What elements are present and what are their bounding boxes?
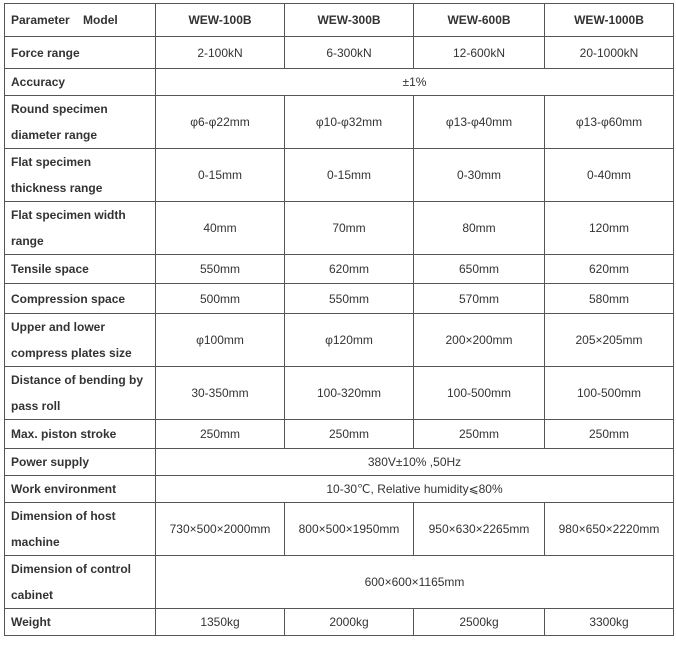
row-label: Round specimen diameter range: [5, 96, 156, 149]
cell-value: 250mm: [156, 420, 285, 449]
table-row: [5, 556, 674, 609]
table-row: [5, 367, 674, 420]
cell-value: 205×205mm: [545, 314, 674, 367]
row-label: Max. piston stroke: [5, 420, 156, 449]
cell-value: 2-100kN: [156, 37, 285, 69]
table-row: [5, 314, 674, 367]
table-row: [5, 449, 674, 476]
row-label: Distance of bending by pass roll: [5, 367, 156, 420]
cell-value: 620mm: [545, 255, 674, 284]
row-label: Force range: [5, 37, 156, 69]
model-header: WEW-300B: [285, 4, 414, 37]
cell-value: 650mm: [414, 255, 545, 284]
header-corner: Parameter Model: [5, 4, 156, 37]
cell-value: 3300kg: [545, 609, 674, 636]
cell-value: φ100mm: [156, 314, 285, 367]
cell-value-span: 380V±10% ,50Hz: [156, 449, 674, 476]
table-row: [5, 69, 674, 96]
table-row: [5, 609, 674, 636]
cell-value: 20-1000kN: [545, 37, 674, 69]
cell-value: φ6-φ22mm: [156, 96, 285, 149]
cell-value: 980×650×2220mm: [545, 503, 674, 556]
cell-value: 100-500mm: [545, 367, 674, 420]
row-label: Weight: [5, 609, 156, 636]
table-row: [5, 149, 674, 202]
cell-value: 730×500×2000mm: [156, 503, 285, 556]
row-label: Accuracy: [5, 69, 156, 96]
cell-value: 0-40mm: [545, 149, 674, 202]
cell-value: 0-15mm: [285, 149, 414, 202]
cell-value: φ120mm: [285, 314, 414, 367]
row-label: Flat specimen width range: [5, 202, 156, 255]
cell-value: 550mm: [156, 255, 285, 284]
model-header: WEW-1000B: [545, 4, 674, 37]
cell-value: φ13-φ60mm: [545, 96, 674, 149]
cell-value: 250mm: [414, 420, 545, 449]
table-row: [5, 37, 674, 69]
row-label: Compression space: [5, 284, 156, 314]
cell-value: 580mm: [545, 284, 674, 314]
row-label: Dimension of host machine: [5, 503, 156, 556]
cell-value: 0-15mm: [156, 149, 285, 202]
cell-value: 40mm: [156, 202, 285, 255]
table-row: [5, 96, 674, 149]
cell-value: 100-320mm: [285, 367, 414, 420]
table-row: [5, 255, 674, 284]
spec-table: [4, 3, 674, 636]
table-row: [5, 202, 674, 255]
cell-value: 250mm: [545, 420, 674, 449]
cell-value: 800×500×1950mm: [285, 503, 414, 556]
cell-value: 100-500mm: [414, 367, 545, 420]
cell-value: 6-300kN: [285, 37, 414, 69]
cell-value: φ10-φ32mm: [285, 96, 414, 149]
cell-value: 500mm: [156, 284, 285, 314]
row-label: Flat specimen thickness range: [5, 149, 156, 202]
header-row: [5, 4, 674, 37]
cell-value-span: ±1%: [156, 69, 674, 96]
cell-value: 12-600kN: [414, 37, 545, 69]
cell-value: 0-30mm: [414, 149, 545, 202]
cell-value: 250mm: [285, 420, 414, 449]
model-header: WEW-100B: [156, 4, 285, 37]
table-row: [5, 420, 674, 449]
cell-value: φ13-φ40mm: [414, 96, 545, 149]
cell-value: 620mm: [285, 255, 414, 284]
cell-value: 80mm: [414, 202, 545, 255]
cell-value: 200×200mm: [414, 314, 545, 367]
cell-value: 950×630×2265mm: [414, 503, 545, 556]
row-label: Dimension of control cabinet: [5, 556, 156, 609]
table-row: [5, 503, 674, 556]
cell-value: 120mm: [545, 202, 674, 255]
table-row: [5, 284, 674, 314]
cell-value: 30-350mm: [156, 367, 285, 420]
row-label: Power supply: [5, 449, 156, 476]
cell-value-span: 600×600×1165mm: [156, 556, 674, 609]
row-label: Tensile space: [5, 255, 156, 284]
row-label: Upper and lower compress plates size: [5, 314, 156, 367]
cell-value: 570mm: [414, 284, 545, 314]
model-header: WEW-600B: [414, 4, 545, 37]
cell-value: 70mm: [285, 202, 414, 255]
cell-value: 2500kg: [414, 609, 545, 636]
cell-value: 1350kg: [156, 609, 285, 636]
cell-value-span: 10-30℃, Relative humidity⩽80%: [156, 476, 674, 503]
cell-value: 2000kg: [285, 609, 414, 636]
cell-value: 550mm: [285, 284, 414, 314]
row-label: Work environment: [5, 476, 156, 503]
table-row: [5, 476, 674, 503]
